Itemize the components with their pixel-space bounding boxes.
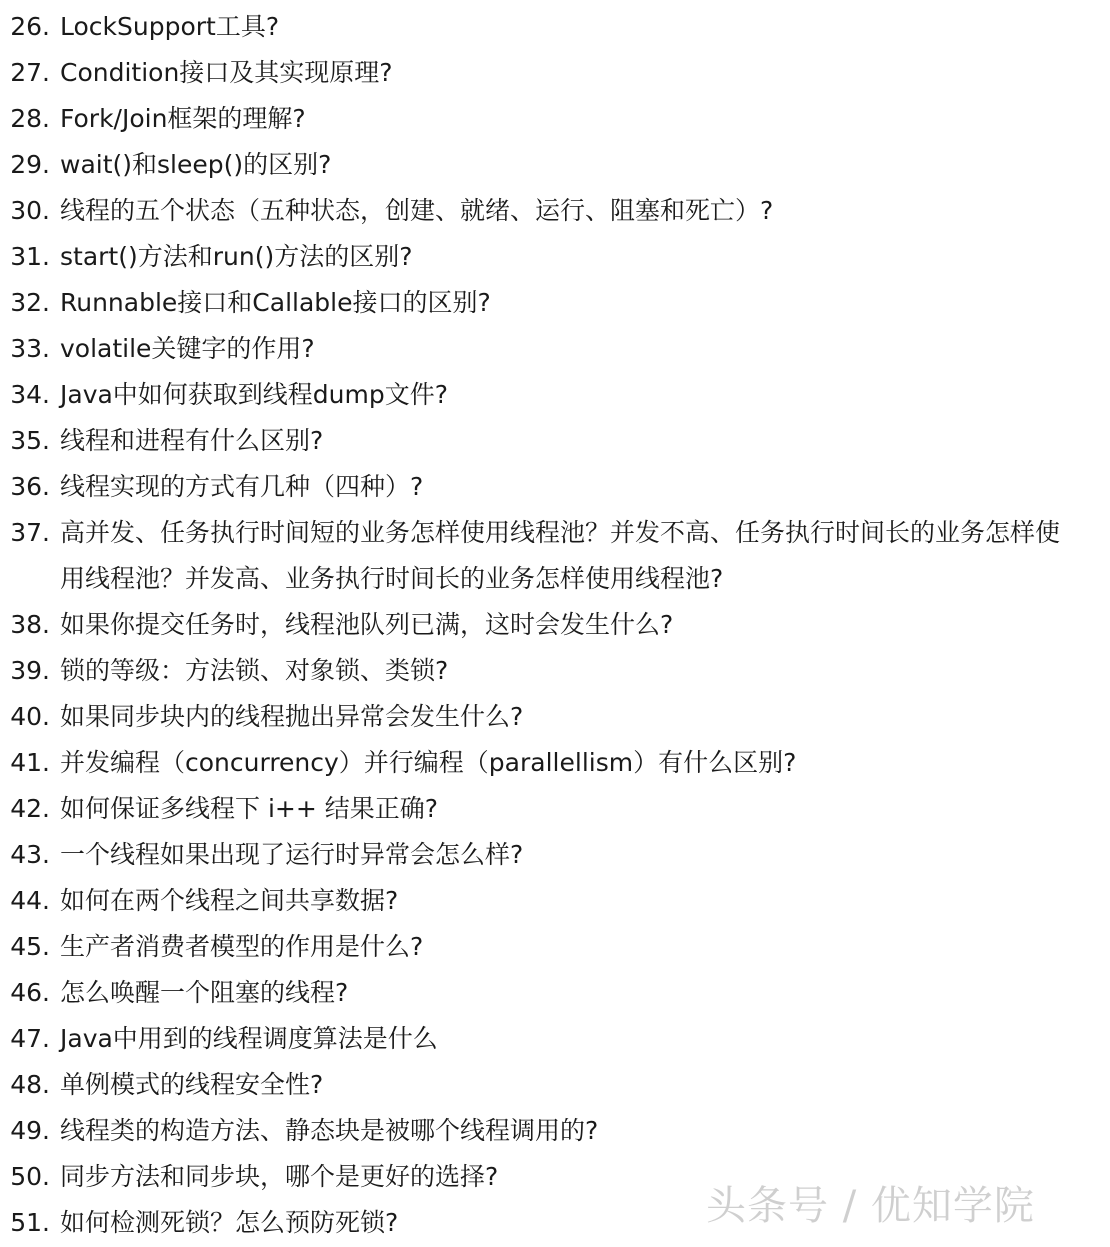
question-number: 51.	[10, 1208, 50, 1237]
question-number: 33.	[10, 334, 50, 363]
question-text: 怎么唤醒一个阻塞的线程?	[60, 978, 349, 1007]
question-item	[0, 648, 1070, 694]
question-number: 26.	[10, 12, 50, 41]
question-text: 如果同步块内的线程抛出异常会发生什么?	[60, 702, 524, 731]
question-item	[0, 786, 1070, 832]
question-number: 38.	[10, 610, 50, 639]
question-item	[0, 878, 1070, 924]
question-text: 如何保证多线程下 i++ 结果正确?	[60, 794, 439, 823]
question-item	[0, 326, 1070, 372]
question-item	[0, 832, 1070, 878]
question-text: 线程和进程有什么区别?	[60, 426, 324, 455]
question-number: 47.	[10, 1024, 50, 1053]
question-text: 线程实现的方式有几种（四种）?	[60, 472, 424, 501]
question-text: 高并发、任务执行时间短的业务怎样使用线程池？并发不高、任务执行时间长的业务怎样使用线程池？并发高、业务执行时间长的业务怎样使用线程池?	[60, 518, 1061, 593]
question-number: 27.	[10, 58, 50, 87]
question-item	[0, 924, 1070, 970]
question-item	[0, 970, 1070, 1016]
question-text: start()方法和run()方法的区别?	[60, 242, 413, 271]
question-text: Java中如何获取到线程dump文件?	[60, 380, 449, 409]
question-number: 43.	[10, 840, 50, 869]
question-item	[0, 418, 1070, 464]
question-text: 并发编程（concurrency）并行编程（parallellism）有什么区别?	[60, 748, 797, 777]
question-number: 48.	[10, 1070, 50, 1099]
question-number: 42.	[10, 794, 50, 823]
question-number: 37.	[10, 518, 50, 547]
question-item	[0, 280, 1070, 326]
question-text: Java中用到的线程调度算法是什么	[60, 1024, 438, 1053]
question-item	[0, 1108, 1070, 1154]
question-item	[0, 1062, 1070, 1108]
question-item	[0, 4, 1070, 50]
question-number: 44.	[10, 886, 50, 915]
question-text: wait()和sleep()的区别?	[60, 150, 332, 179]
question-number: 36.	[10, 472, 50, 501]
question-number: 35.	[10, 426, 50, 455]
question-number: 45.	[10, 932, 50, 961]
question-number: 41.	[10, 748, 50, 777]
question-text: 如果你提交任务时，线程池队列已满，这时会发生什么?	[60, 610, 674, 639]
question-number: 50.	[10, 1162, 50, 1191]
question-number: 40.	[10, 702, 50, 731]
question-text: 一个线程如果出现了运行时异常会怎么样?	[60, 840, 524, 869]
question-number: 39.	[10, 656, 50, 685]
question-text: 如何在两个线程之间共享数据?	[60, 886, 399, 915]
question-text: 如何检测死锁？怎么预防死锁?	[60, 1208, 399, 1237]
question-item	[0, 464, 1070, 510]
question-number: 30.	[10, 196, 50, 225]
question-number: 29.	[10, 150, 50, 179]
question-number: 32.	[10, 288, 50, 317]
question-item	[0, 694, 1070, 740]
question-item	[0, 188, 1070, 234]
question-item	[0, 510, 1070, 602]
question-text: 同步方法和同步块，哪个是更好的选择?	[60, 1162, 499, 1191]
question-text: 锁的等级：方法锁、对象锁、类锁?	[60, 656, 449, 685]
question-list	[0, 4, 1070, 1246]
question-number: 28.	[10, 104, 50, 133]
question-text: 生产者消费者模型的作用是什么?	[60, 932, 424, 961]
question-number: 49.	[10, 1116, 50, 1145]
watermark: 头条号 / 优知学院	[706, 1183, 1035, 1229]
question-item	[0, 50, 1070, 96]
question-text: volatile关键字的作用?	[60, 334, 315, 363]
question-item	[0, 372, 1070, 418]
question-item	[0, 602, 1070, 648]
question-number: 31.	[10, 242, 50, 271]
question-number: 34.	[10, 380, 50, 409]
question-item	[0, 234, 1070, 280]
question-text: 线程的五个状态（五种状态，创建、就绪、运行、阻塞和死亡）?	[60, 196, 774, 225]
question-item	[0, 1016, 1070, 1062]
question-item	[0, 96, 1070, 142]
question-text: Runnable接口和Callable接口的区别?	[60, 288, 491, 317]
question-text: 单例模式的线程安全性?	[60, 1070, 324, 1099]
question-number: 46.	[10, 978, 50, 1007]
question-text: 线程类的构造方法、静态块是被哪个线程调用的?	[60, 1116, 599, 1145]
question-text: LockSupport工具?	[60, 12, 280, 41]
question-text: Condition接口及其实现原理?	[60, 58, 393, 87]
question-item	[0, 142, 1070, 188]
question-item	[0, 740, 1070, 786]
question-text: Fork/Join框架的理解?	[60, 104, 306, 133]
